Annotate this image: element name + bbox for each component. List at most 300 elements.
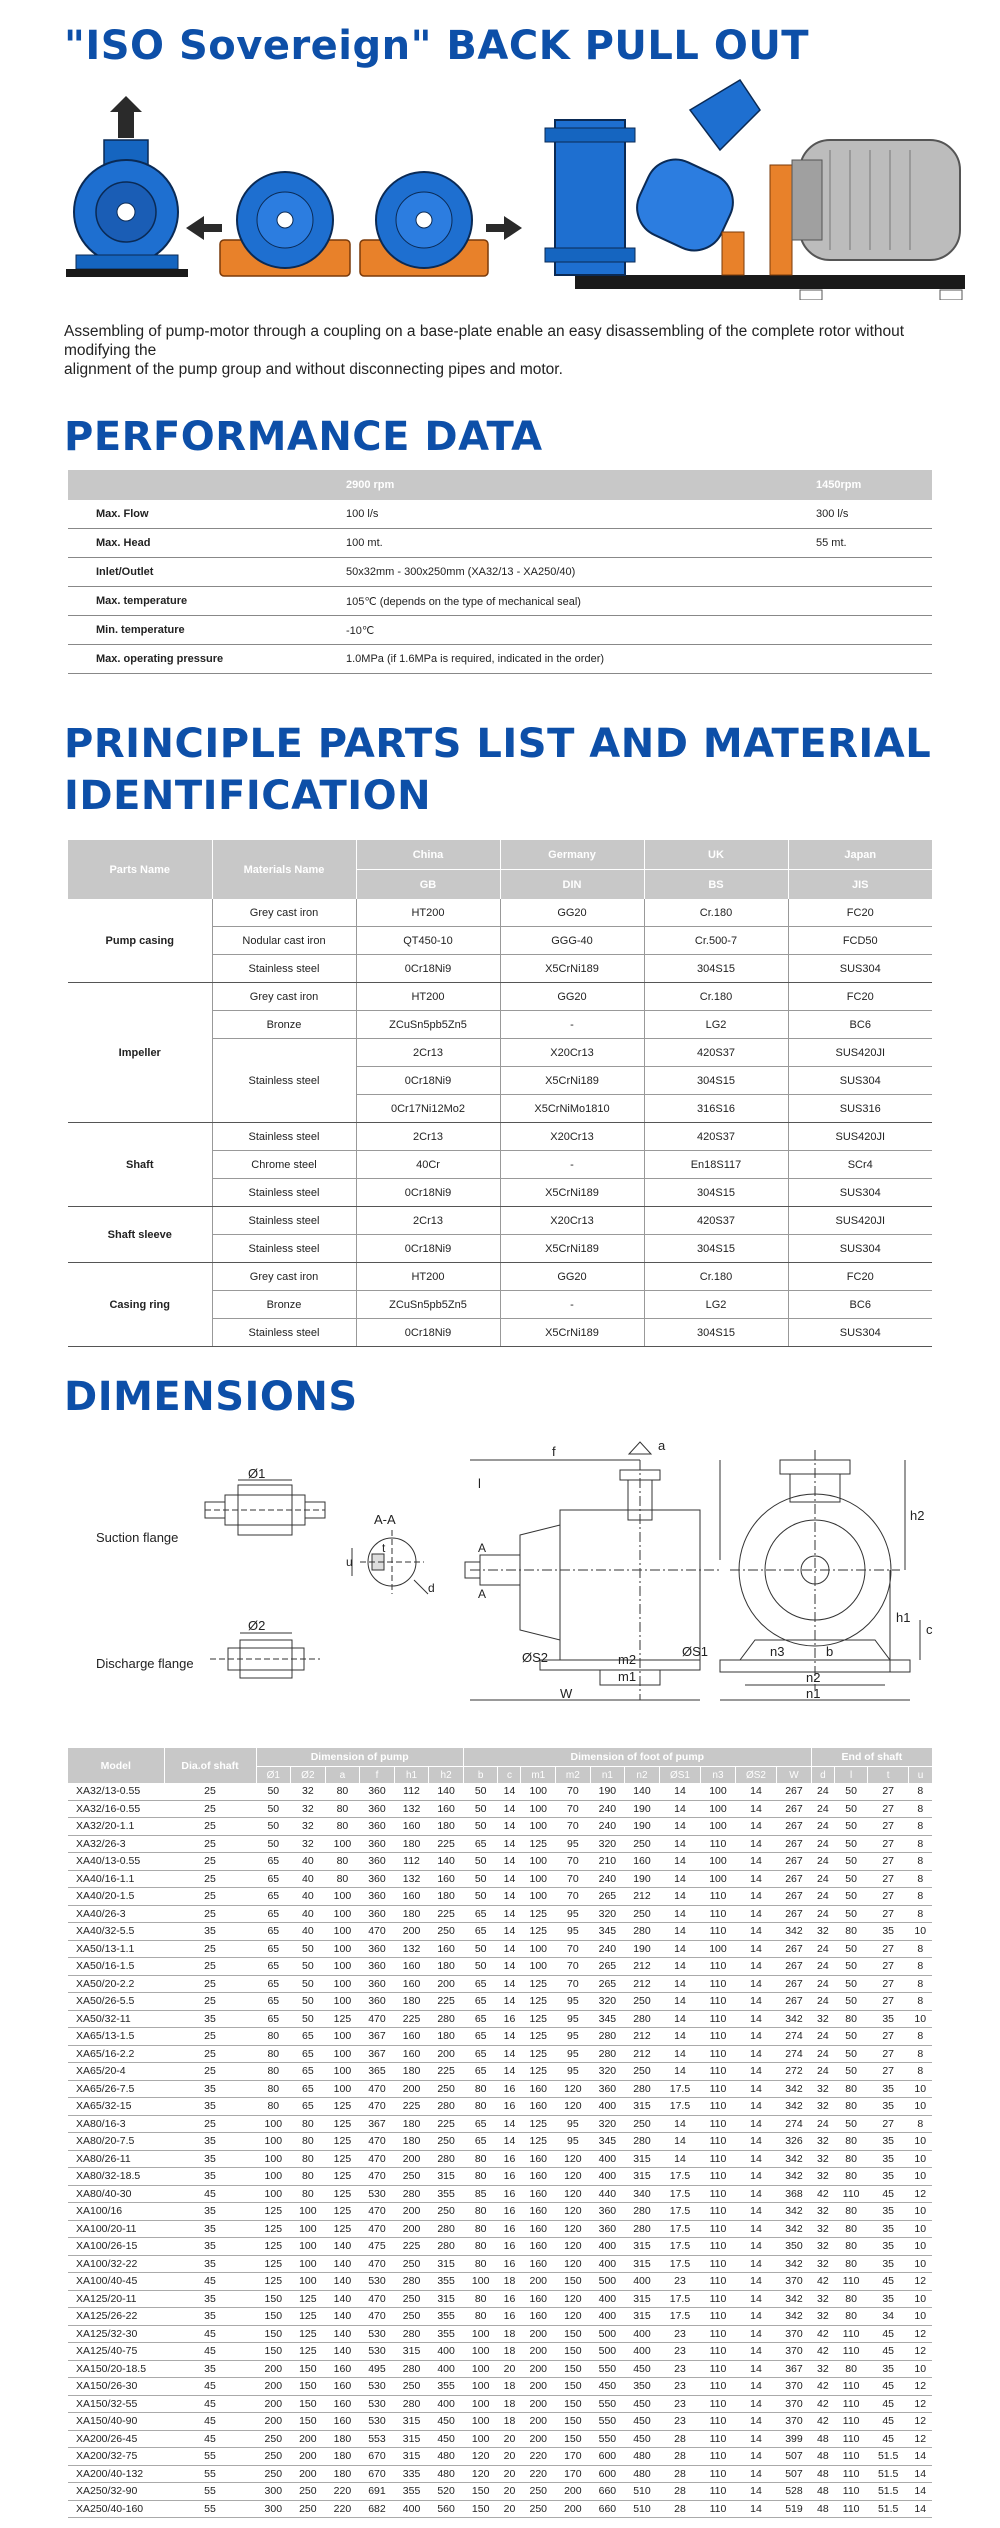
dimensions-value-cell: 120 [556, 2255, 591, 2273]
dimensions-value-cell: 112 [394, 1783, 429, 1800]
dimensions-value-cell: 14 [498, 2063, 521, 2081]
dimensions-value-cell: 220 [325, 2483, 360, 2501]
dimensions-value-cell: 50 [834, 1940, 867, 1958]
discharge-flange-label: Discharge flange [96, 1656, 194, 1671]
dimensions-value-cell: 70 [556, 1958, 591, 1976]
dimensions-value-cell: 14 [498, 1905, 521, 1923]
dimensions-value-cell: 27 [868, 1818, 909, 1836]
dimensions-value-cell: 80 [291, 2133, 326, 2151]
dimensions-value-cell: 80 [834, 2308, 867, 2326]
dimensions-value-cell: 225 [429, 1905, 464, 1923]
dimensions-value-cell: 27 [868, 1783, 909, 1800]
parts-standard-value: BC6 [788, 1011, 932, 1039]
dimensions-value-cell: 140 [325, 2325, 360, 2343]
dimensions-value-cell: 360 [360, 1888, 395, 1906]
dimensions-value-cell: 80 [256, 2045, 291, 2063]
dimensions-value-cell: 40 [291, 1905, 326, 1923]
dimensions-value-cell: 112 [394, 1853, 429, 1871]
dimensions-row [68, 2133, 932, 2151]
dimensions-value-cell: 25 [164, 1818, 256, 1836]
dimensions-value-cell: 360 [360, 1940, 395, 1958]
dimensions-value-cell: 225 [394, 2010, 429, 2028]
dimensions-value-cell: 100 [325, 2080, 360, 2098]
dimensions-value-cell: 100 [325, 1993, 360, 2011]
dimensions-row [68, 1905, 932, 1923]
dimensions-value-cell: 17.5 [659, 2290, 700, 2308]
parts-material-name: Grey cast iron [212, 1263, 356, 1291]
dimensions-value-cell: 8 [909, 2115, 932, 2133]
dimensions-subheader: h2 [429, 1767, 464, 1784]
dimensions-value-cell: 315 [625, 2098, 660, 2116]
dimensions-value-cell: 280 [429, 2010, 464, 2028]
dimensions-value-cell: 110 [701, 2290, 736, 2308]
dimensions-value-cell: 65 [256, 1958, 291, 1976]
dimensions-value-cell: 25 [164, 1783, 256, 1800]
dimensions-value-cell: 100 [291, 2273, 326, 2291]
dimensions-value-cell: 367 [360, 2115, 395, 2133]
dimensions-value-cell: 28 [659, 2500, 700, 2518]
dimensions-row [68, 2063, 932, 2081]
dimensions-value-cell: 315 [625, 2290, 660, 2308]
dimensions-value-cell: 12 [909, 2185, 932, 2203]
dimensions-value-cell: 220 [521, 2465, 556, 2483]
dimensions-value-cell: 470 [360, 2290, 395, 2308]
dimensions-value-cell: 100 [701, 1870, 736, 1888]
dimensions-value-cell: 100 [256, 2150, 291, 2168]
dimensions-value-cell: 160 [521, 2168, 556, 2186]
parts-standard-value: FC20 [788, 899, 932, 927]
parts-standard-value: SCr4 [788, 1151, 932, 1179]
dimensions-value-cell: 250 [625, 2063, 660, 2081]
parts-standard-value: 420S37 [644, 1207, 788, 1235]
dimensions-value-cell: 100 [291, 2255, 326, 2273]
dimensions-value-cell: 550 [590, 2430, 625, 2448]
dimensions-value-cell: 682 [360, 2500, 395, 2518]
dimensions-model-cell: XA150/20-18.5 [68, 2360, 164, 2378]
dimensions-value-cell: 280 [394, 2325, 429, 2343]
dimensions-value-cell: 150 [256, 2290, 291, 2308]
dimensions-value-cell: 250 [429, 2080, 464, 2098]
parts-material-name: Nodular cast iron [212, 927, 356, 955]
dimensions-value-cell: 16 [498, 2238, 521, 2256]
dimensions-value-cell: 110 [701, 2483, 736, 2501]
dim-w-label: W [560, 1686, 573, 1701]
dimensions-value-cell: 100 [325, 1888, 360, 1906]
dimensions-value-cell: 160 [521, 2238, 556, 2256]
parts-row [68, 1263, 932, 1291]
dimensions-value-cell: 150 [556, 2343, 591, 2361]
flange-dia-2-label: Ø2 [248, 1618, 266, 1633]
dimensions-value-cell: 100 [463, 2343, 498, 2361]
dimensions-value-cell: 250 [394, 2168, 429, 2186]
dimensions-value-cell: 10 [909, 2255, 932, 2273]
dimensions-value-cell: 160 [394, 1888, 429, 1906]
dimensions-value-cell: 110 [701, 2185, 736, 2203]
intro-paragraph [64, 322, 944, 379]
dimensions-value-cell: 250 [291, 2500, 326, 2518]
dimensions-value-cell: 274 [777, 2045, 812, 2063]
dimensions-value-cell: 475 [360, 2238, 395, 2256]
dimensions-value-cell: 190 [625, 1870, 660, 1888]
dimensions-value-cell: 24 [811, 1958, 834, 1976]
dimensions-value-cell: 50 [834, 1783, 867, 1800]
dimensions-value-cell: 355 [429, 2273, 464, 2291]
performance-value-1450 [808, 645, 932, 674]
dimensions-value-cell: 125 [325, 2185, 360, 2203]
dimensions-value-cell: 14 [659, 1905, 700, 1923]
dimensions-value-cell: 160 [429, 1800, 464, 1818]
dimensions-row [68, 2325, 932, 2343]
dimensions-value-cell: 25 [164, 1975, 256, 1993]
performance-value-2900: 100 l/s [338, 500, 808, 529]
dimensions-value-cell: 25 [164, 1870, 256, 1888]
dimensions-value-cell: 80 [834, 2080, 867, 2098]
dimensions-value-cell: 190 [625, 1940, 660, 1958]
dimensions-value-cell: 110 [701, 2378, 736, 2396]
dimensions-header-shaft-dia: Dia.of shaft [164, 1748, 256, 1783]
dimensions-value-cell: 80 [463, 2080, 498, 2098]
dimensions-value-cell: 110 [701, 1958, 736, 1976]
dimensions-value-cell: 125 [325, 2203, 360, 2221]
dimensions-row [68, 2080, 932, 2098]
dimensions-value-cell: 27 [868, 1835, 909, 1853]
suction-flange-drawing [205, 1480, 325, 1535]
dimensions-value-cell: 250 [625, 2115, 660, 2133]
dimensions-value-cell: 65 [463, 2063, 498, 2081]
dimensions-value-cell: 80 [256, 2063, 291, 2081]
dimensions-value-cell: 80 [463, 2150, 498, 2168]
dimensions-value-cell: 14 [735, 2308, 776, 2326]
dimensions-value-cell: 250 [394, 2378, 429, 2396]
parts-standard-value: 40Cr [356, 1151, 500, 1179]
parts-standard-value: 304S15 [644, 1067, 788, 1095]
dimensions-value-cell: 14 [498, 1923, 521, 1941]
dimensions-value-cell: 200 [521, 2325, 556, 2343]
dimensions-value-cell: 335 [394, 2465, 429, 2483]
dimensions-value-cell: 110 [701, 2010, 736, 2028]
dimensions-value-cell: 150 [256, 2308, 291, 2326]
dimensions-value-cell: 27 [868, 2045, 909, 2063]
dimensions-value-cell: 110 [701, 2273, 736, 2291]
parts-standard-value: SUS420JI [788, 1207, 932, 1235]
dimensions-value-cell: 18 [498, 2413, 521, 2431]
dimensions-value-cell: 50 [256, 1835, 291, 1853]
dimensions-row [68, 2395, 932, 2413]
dim-m1-label: m1 [618, 1669, 637, 1684]
dimensions-value-cell: 250 [429, 1923, 464, 1941]
dimensions-value-cell: 150 [291, 2395, 326, 2413]
dimensions-value-cell: 272 [777, 2063, 812, 2081]
dimensions-value-cell: 280 [590, 2045, 625, 2063]
dimensions-value-cell: 14 [735, 1783, 776, 1800]
parts-standard-value: FC20 [788, 1263, 932, 1291]
dimensions-value-cell: 25 [164, 1853, 256, 1871]
dimensions-row [68, 1818, 932, 1836]
dimensions-value-cell: 100 [291, 2203, 326, 2221]
dimensions-value-cell: 27 [868, 2063, 909, 2081]
dimensions-value-cell: 65 [291, 2080, 326, 2098]
dimensions-value-cell: 24 [811, 1975, 834, 1993]
dimensions-value-cell: 160 [325, 2360, 360, 2378]
dimensions-value-cell: 560 [429, 2500, 464, 2518]
dimensions-value-cell: 14 [659, 1923, 700, 1941]
dimensions-value-cell: 65 [256, 1975, 291, 1993]
dimensions-value-cell: 51.5 [868, 2500, 909, 2518]
dimensions-value-cell: 110 [701, 2465, 736, 2483]
dimensions-value-cell: 14 [735, 2080, 776, 2098]
dimensions-value-cell: 132 [394, 1870, 429, 1888]
dimensions-value-cell: 267 [777, 1888, 812, 1906]
dimensions-value-cell: 100 [256, 2185, 291, 2203]
dimensions-value-cell: 8 [909, 2045, 932, 2063]
parts-material-name: Grey cast iron [212, 983, 356, 1011]
dimensions-value-cell: 28 [659, 2483, 700, 2501]
suction-flange-label: Suction flange [96, 1530, 179, 1545]
dimensions-subheader: l [834, 1767, 867, 1784]
dimensions-value-cell: 280 [394, 2273, 429, 2291]
dimensions-value-cell: 14 [735, 2500, 776, 2518]
dimensions-value-cell: 120 [556, 2150, 591, 2168]
dimensions-value-cell: 48 [811, 2500, 834, 2518]
dimensions-value-cell: 180 [429, 1818, 464, 1836]
parts-header-parts-name: Parts Name [68, 840, 212, 899]
dim-n1-label: n1 [806, 1686, 821, 1701]
dimensions-subheader: c [498, 1767, 521, 1784]
dimensions-value-cell: 14 [735, 2238, 776, 2256]
dimensions-value-cell: 100 [463, 2360, 498, 2378]
dimensions-value-cell: 27 [868, 1975, 909, 1993]
dimensions-value-cell: 16 [498, 2203, 521, 2221]
dimensions-value-cell: 14 [735, 2395, 776, 2413]
dimensions-value-cell: 110 [834, 2185, 867, 2203]
dimensions-value-cell: 326 [777, 2133, 812, 2151]
parts-standard-value: GG20 [500, 1263, 644, 1291]
dimensions-value-cell: 280 [625, 1923, 660, 1941]
performance-row [68, 587, 932, 616]
dimensions-value-cell: 360 [360, 1870, 395, 1888]
dimensions-value-cell: 120 [463, 2465, 498, 2483]
dim-s1-label: ØS1 [682, 1644, 709, 1659]
dimensions-value-cell: 120 [556, 2220, 591, 2238]
dimensions-value-cell: 27 [868, 1853, 909, 1871]
dimensions-value-cell: 125 [325, 2098, 360, 2116]
dimensions-value-cell: 80 [256, 2098, 291, 2116]
dimensions-value-cell: 370 [777, 2273, 812, 2291]
dimensions-value-cell: 470 [360, 2308, 395, 2326]
dimensions-value-cell: 24 [811, 2045, 834, 2063]
dimensions-value-cell: 110 [834, 2465, 867, 2483]
dimensions-value-cell: 367 [777, 2360, 812, 2378]
dimensions-value-cell: 125 [325, 2010, 360, 2028]
dimensions-value-cell: 14 [659, 1940, 700, 1958]
dimensions-value-cell: 200 [256, 2413, 291, 2431]
performance-header-1450: 1450rpm [808, 470, 932, 500]
dimensions-value-cell: 16 [498, 2308, 521, 2326]
dimensions-value-cell: 14 [498, 1958, 521, 1976]
dimensions-row [68, 2203, 932, 2221]
dimensions-value-cell: 10 [909, 2010, 932, 2028]
parts-standard-value: 0Cr18Ni9 [356, 955, 500, 983]
dimensions-value-cell: 400 [590, 2238, 625, 2256]
dimensions-value-cell: 315 [625, 2168, 660, 2186]
dimensions-value-cell: 8 [909, 1783, 932, 1800]
dimensions-value-cell: 150 [556, 2395, 591, 2413]
dimensions-model-cell: XA100/26-15 [68, 2238, 164, 2256]
dimensions-value-cell: 48 [811, 2448, 834, 2466]
dimensions-value-cell: 25 [164, 2063, 256, 2081]
parts-standard-value: SUS304 [788, 1067, 932, 1095]
dimensions-value-cell: 220 [521, 2448, 556, 2466]
dimensions-value-cell: 110 [701, 2448, 736, 2466]
dimensions-header-foot: Dimension of foot of pump [463, 1748, 811, 1767]
dimensions-value-cell: 342 [777, 2308, 812, 2326]
dimensions-value-cell: 125 [256, 2238, 291, 2256]
dimensions-value-cell: 100 [521, 1870, 556, 1888]
dimensions-value-cell: 180 [429, 1958, 464, 1976]
dimensions-value-cell: 65 [291, 2098, 326, 2116]
dim-d-label: d [428, 1581, 435, 1595]
dimensions-value-cell: 14 [735, 1940, 776, 1958]
dimensions-value-cell: 200 [394, 2203, 429, 2221]
dimensions-value-cell: 65 [291, 2028, 326, 2046]
dimensions-subheader: m1 [521, 1767, 556, 1784]
dimensions-value-cell: 50 [291, 1958, 326, 1976]
dimensions-value-cell: 45 [164, 2378, 256, 2396]
dimensions-row [68, 1835, 932, 1853]
dimensions-value-cell: 200 [521, 2273, 556, 2291]
parts-material-name: Stainless steel [212, 1179, 356, 1207]
dimensions-value-cell: 170 [556, 2465, 591, 2483]
dimensions-value-cell: 14 [735, 2220, 776, 2238]
dimensions-value-cell: 50 [834, 1800, 867, 1818]
dimensions-row [68, 1993, 932, 2011]
dimensions-value-cell: 400 [429, 2343, 464, 2361]
dimensions-value-cell: 110 [701, 2255, 736, 2273]
dimensions-value-cell: 10 [909, 2098, 932, 2116]
dimensions-value-cell: 160 [394, 2045, 429, 2063]
dimensions-value-cell: 110 [834, 2448, 867, 2466]
dimensions-value-cell: 100 [521, 1853, 556, 1871]
parts-material-name: Chrome steel [212, 1151, 356, 1179]
dimensions-value-cell: 160 [325, 2395, 360, 2413]
dimensions-model-cell: XA50/32-11 [68, 2010, 164, 2028]
dimensions-value-cell: 110 [701, 2413, 736, 2431]
dimensions-value-cell: 14 [659, 1993, 700, 2011]
dimensions-value-cell: 27 [868, 1940, 909, 1958]
dimensions-value-cell: 225 [429, 2063, 464, 2081]
dimensions-value-cell: 10 [909, 2238, 932, 2256]
dimensions-value-cell: 120 [556, 2203, 591, 2221]
dimensions-model-cell: XA65/13-1.5 [68, 2028, 164, 2046]
dimensions-value-cell: 35 [164, 2080, 256, 2098]
dimensions-value-cell: 470 [360, 2255, 395, 2273]
dimensions-value-cell: 14 [659, 2063, 700, 2081]
dimensions-value-cell: 65 [256, 1923, 291, 1941]
dimensions-value-cell: 45 [164, 2343, 256, 2361]
dimensions-value-cell: 140 [429, 1853, 464, 1871]
dimensions-value-cell: 315 [429, 2255, 464, 2273]
dimensions-value-cell: 45 [164, 2325, 256, 2343]
dimensions-value-cell: 14 [659, 2028, 700, 2046]
dimensions-value-cell: 25 [164, 2045, 256, 2063]
dimensions-value-cell: 32 [811, 2360, 834, 2378]
parts-standard-value: GG20 [500, 899, 644, 927]
dimensions-value-cell: 48 [811, 2483, 834, 2501]
dimensions-value-cell: 132 [394, 1940, 429, 1958]
dimensions-value-cell: 50 [463, 1818, 498, 1836]
dimensions-value-cell: 95 [556, 2028, 591, 2046]
performance-value-2900: -10℃ [338, 616, 808, 645]
dimensions-value-cell: 14 [659, 1783, 700, 1800]
parts-standard-value: SUS304 [788, 1235, 932, 1263]
dimensions-value-cell: 8 [909, 1958, 932, 1976]
dimensions-value-cell: 24 [811, 2063, 834, 2081]
dimensions-value-cell: 180 [394, 1993, 429, 2011]
dimensions-value-cell: 530 [360, 2395, 395, 2413]
dimensions-value-cell: 140 [325, 2238, 360, 2256]
parts-standard-value: SUS304 [788, 955, 932, 983]
dimensions-value-cell: 14 [735, 1993, 776, 2011]
dimensions-value-cell: 14 [659, 1975, 700, 1993]
dimensions-value-cell: 17.5 [659, 2185, 700, 2203]
dimensions-value-cell: 100 [291, 2238, 326, 2256]
dimensions-value-cell: 367 [360, 2045, 395, 2063]
dimensions-value-cell: 50 [834, 1853, 867, 1871]
dimensions-value-cell: 110 [701, 2220, 736, 2238]
dimensions-value-cell: 16 [498, 2220, 521, 2238]
dimensions-value-cell: 24 [811, 1835, 834, 1853]
dimensions-value-cell: 70 [556, 1853, 591, 1871]
dimensions-value-cell: 65 [256, 2010, 291, 2028]
parts-group-name: Casing ring [68, 1263, 212, 1347]
dimensions-header-row-1 [68, 1748, 932, 1767]
dimensions-value-cell: 342 [777, 2010, 812, 2028]
performance-value-2900: 105℃ (depends on the type of mechanical seal) [338, 587, 808, 616]
dimensions-value-cell: 225 [394, 2238, 429, 2256]
dimensions-value-cell: 110 [701, 1923, 736, 1941]
dimensions-value-cell: 342 [777, 2220, 812, 2238]
dimensions-value-cell: 140 [325, 2273, 360, 2291]
pump-2-illustration [220, 172, 350, 276]
parts-standard-value: - [500, 1291, 644, 1319]
dimensions-value-cell: 80 [325, 1818, 360, 1836]
dimensions-value-cell: 14 [659, 2045, 700, 2063]
dimensions-value-cell: 320 [590, 1835, 625, 1853]
dimensions-value-cell: 670 [360, 2448, 395, 2466]
dimensions-value-cell: 250 [429, 2203, 464, 2221]
dimensions-value-cell: 274 [777, 2028, 812, 2046]
dimensions-value-cell: 25 [164, 1835, 256, 1853]
dimensions-value-cell: 50 [834, 1905, 867, 1923]
dimensions-value-cell: 35 [868, 1923, 909, 1941]
dimensions-value-cell: 250 [394, 2308, 429, 2326]
dimensions-value-cell: 315 [625, 2238, 660, 2256]
dimensions-value-cell: 32 [291, 1835, 326, 1853]
parts-group-name: Pump casing [68, 899, 212, 983]
dimensions-value-cell: 32 [811, 2290, 834, 2308]
dimensions-value-cell: 315 [394, 2413, 429, 2431]
parts-standard-value: Cr.180 [644, 899, 788, 927]
performance-header-2900: 2900 rpm [338, 470, 808, 500]
dimensions-value-cell: 660 [590, 2483, 625, 2501]
dimensions-value-cell: 345 [590, 2133, 625, 2151]
dimensions-value-cell: 355 [429, 2185, 464, 2203]
dimensions-value-cell: 14 [498, 1888, 521, 1906]
dimensions-value-cell: 14 [909, 2483, 932, 2501]
performance-label: Max. temperature [68, 587, 338, 616]
dimensions-value-cell: 8 [909, 1993, 932, 2011]
dimensions-value-cell: 100 [256, 2115, 291, 2133]
